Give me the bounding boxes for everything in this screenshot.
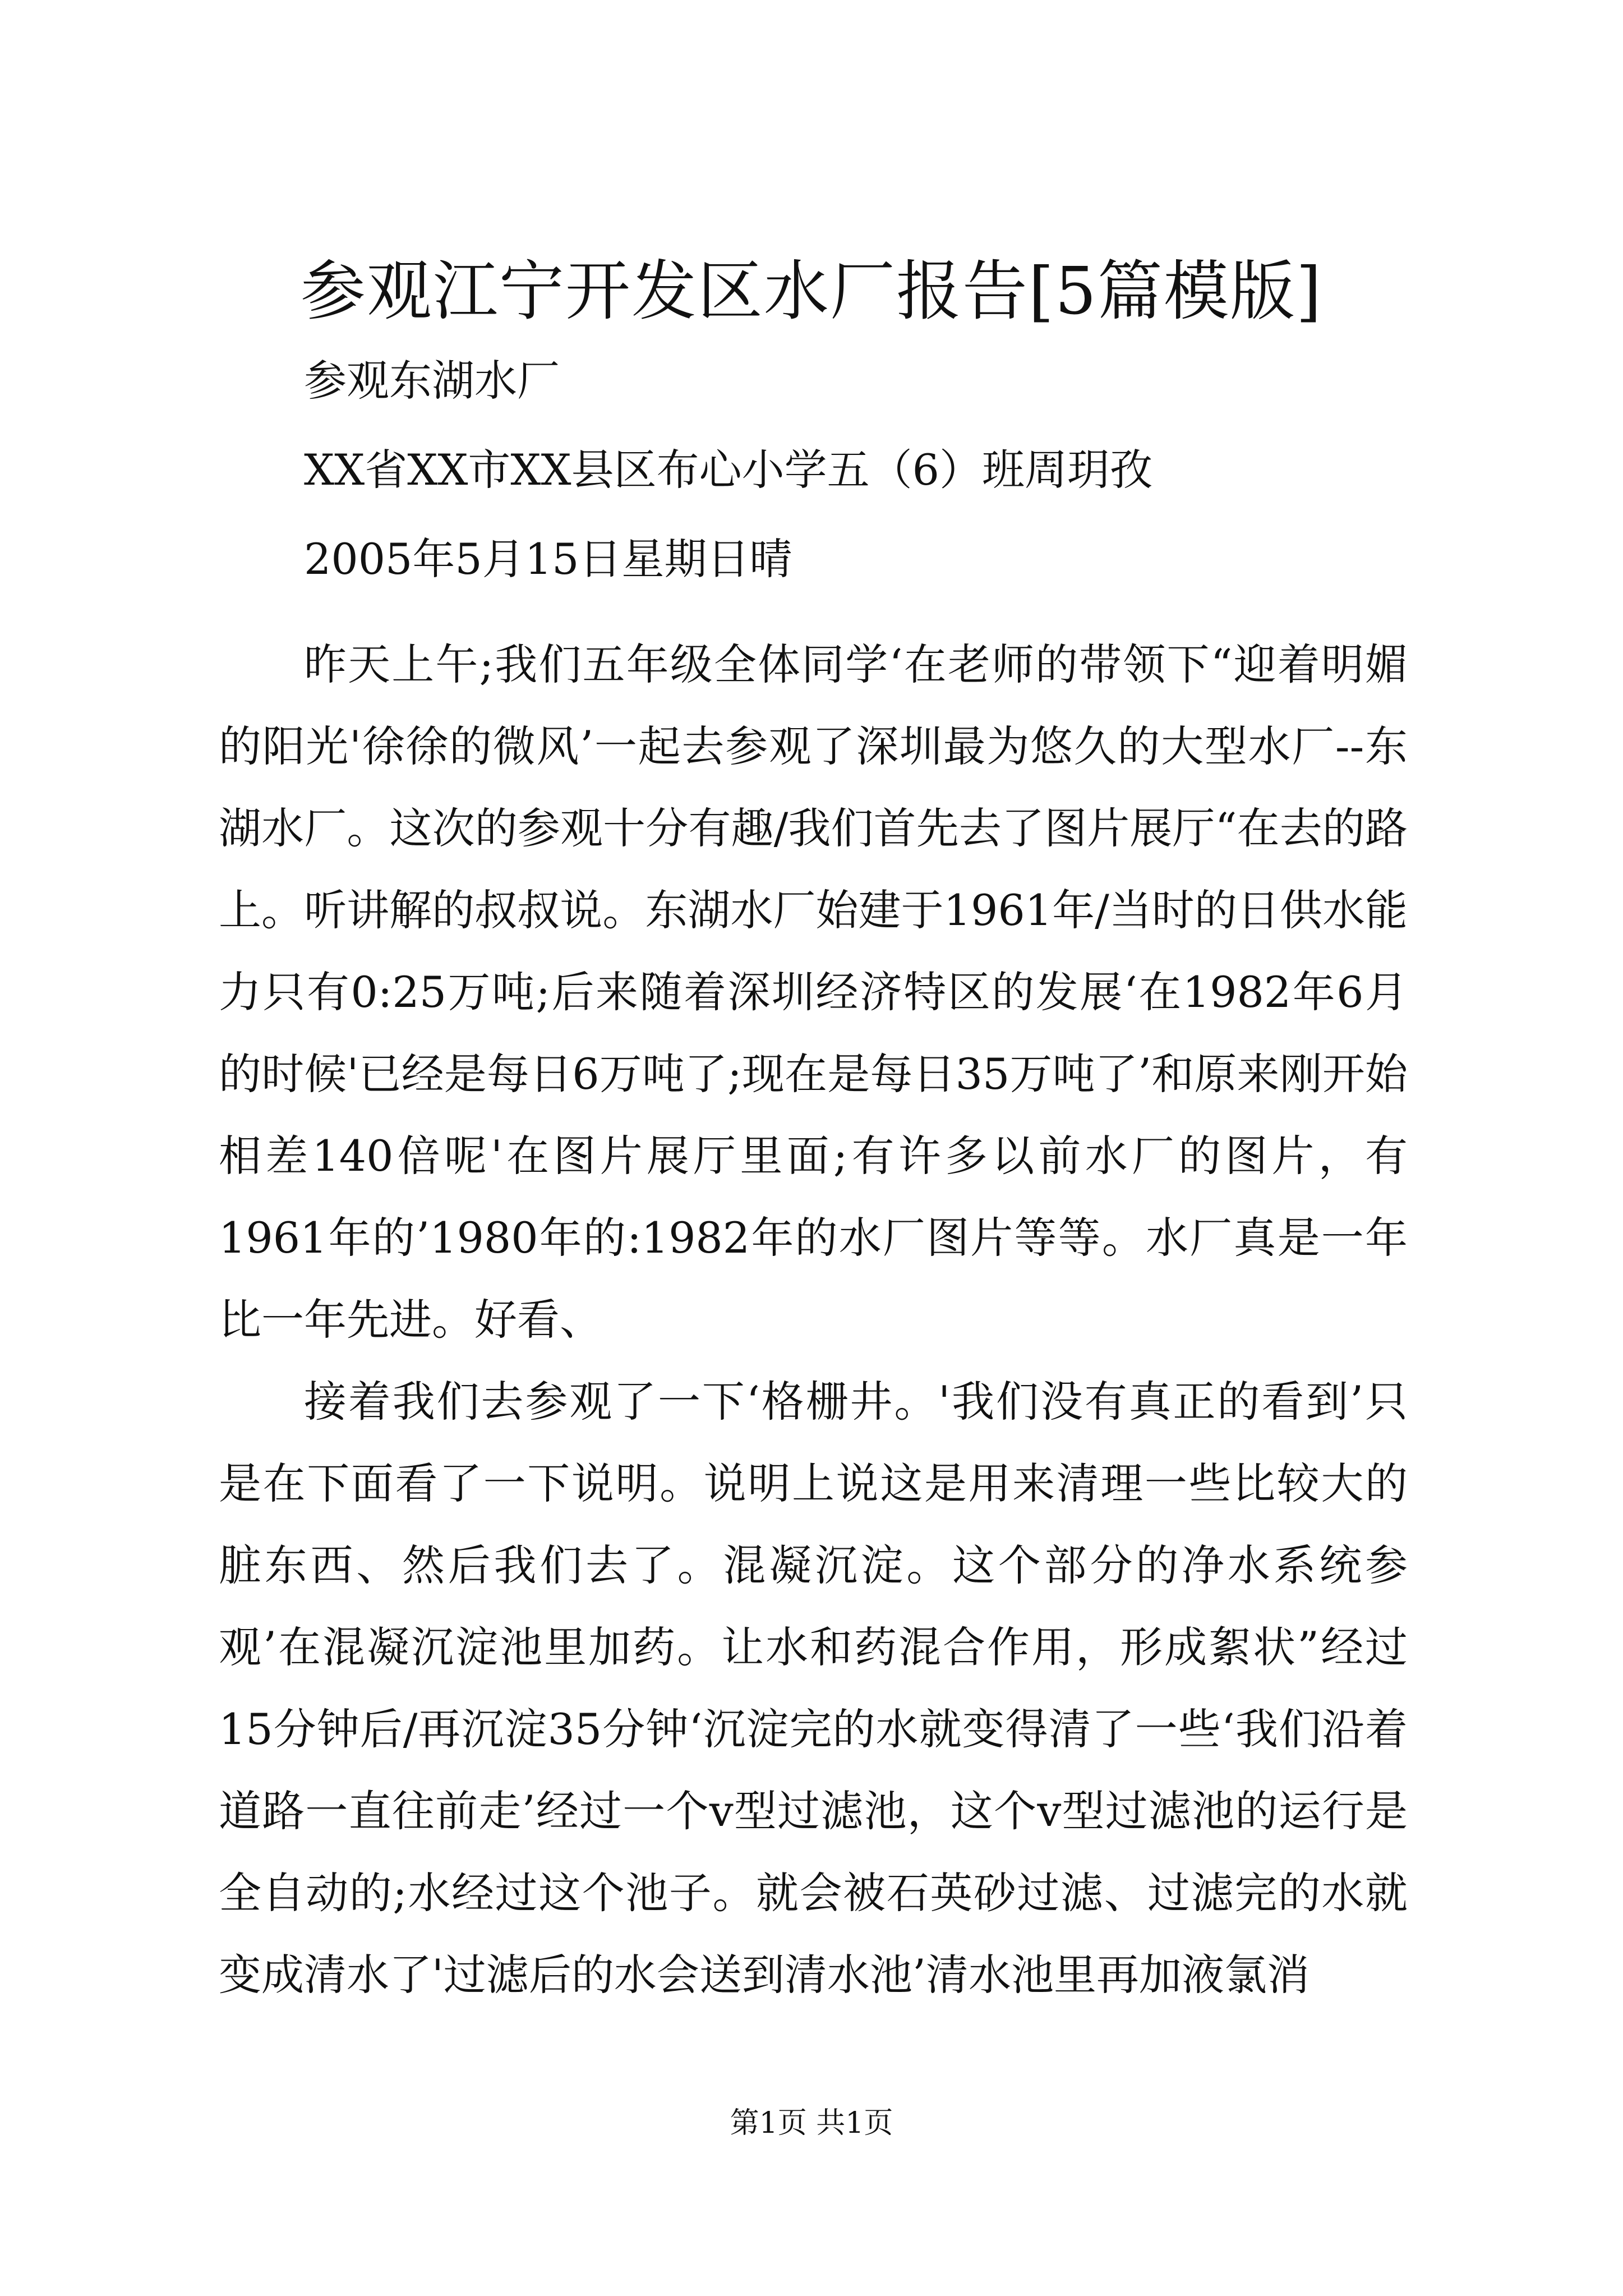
paragraph-2: 接着我们去参观了一下‘格栅井。'我们没有真正的看到’只是在下面看了一下说明。说明上说这是用来清理一些比较大的脏东西、然后我们去了。混凝沉淀。这个部分的净水系统参观’在混凝沉淀池里加药。让水和药混合作用，形成絮状”经过15分钟后/再沉淀35分钟‘沉淀完的水就变得清了一些‘我们沿着道路一直往前走’经过一个v型过滤池，这个v型过滤池的运行是全自动的;水经过这个池子。就会被石英砂过滤、过滤完的水就变成清水了'过滤后的水会送到清水池’清水池里再加液氯消	[219, 1377, 1408, 2000]
paragraph-1: 昨天上午;我们五年级全体同学‘在老师的带领下“迎着明媚的阳光'徐徐的微风’一起去参观了深圳最为悠久的大型水厂--东湖水厂。这次的参观十分有趣/我们首先去了图片展厅“在去的路上。听讲解的叔叔说。东湖水厂始建于1961年/当时的日供水能力只有0:25万吨;后来随着深圳经济特区的发展‘在1982年6月的时候'已经是每日6万吨了;现在是每日35万吨了’和原来刚开始相差140倍呢'在图片展厅里面;有许多以前水厂的图片，有1961年的’1980年的:1982年的水厂图片等等。水厂真是一年比一年先进。好看、	[219, 639, 1408, 1345]
document-subtitle: 参观东湖水厂	[304, 356, 560, 406]
document-body	[219, 624, 1408, 2016]
page-footer: 第1页 共1页	[730, 2106, 893, 2140]
date-line: 2005年5月15日星期日晴	[304, 534, 792, 584]
document-title: 参观江宁开发区水厂报告[5篇模版]	[300, 254, 1323, 329]
author-line: XX省XX市XX县区布心小学五（6）班周玥孜	[304, 445, 1152, 495]
